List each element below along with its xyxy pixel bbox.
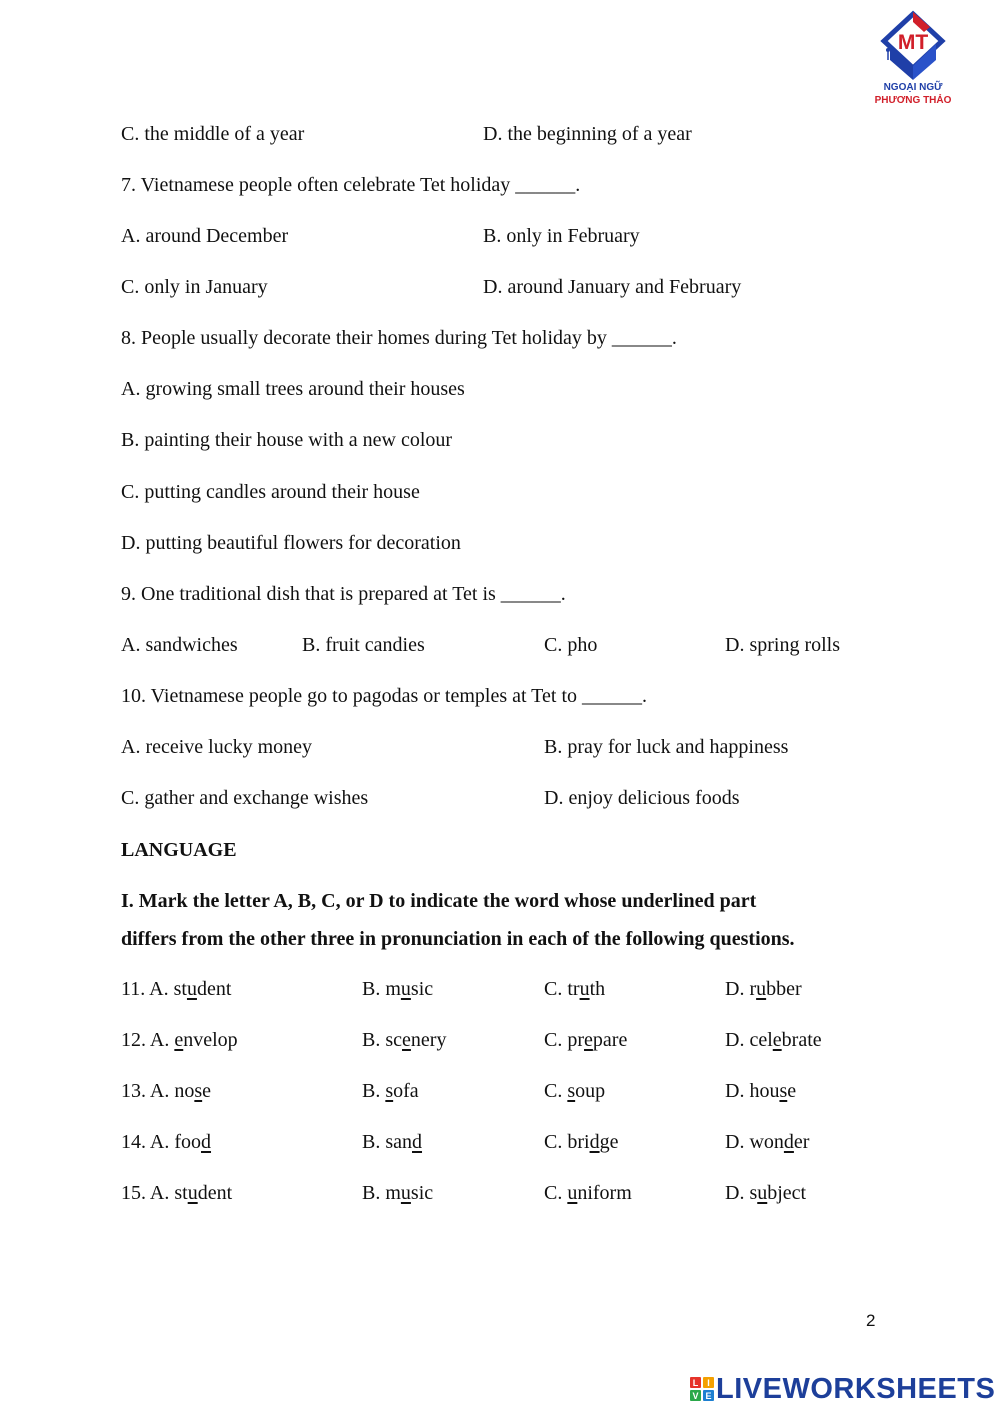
q9-option-d: D. spring rolls	[725, 634, 840, 656]
instruction-line-1: I. Mark the letter A, B, C, or D to indicate the word whose underlined part	[121, 890, 757, 912]
q14-option-a: 14. A. food	[121, 1131, 212, 1153]
q7-option-c: C. only in January	[121, 276, 268, 298]
q9-option-c: C. pho	[544, 634, 598, 656]
q10-option-b: B. pray for luck and happiness	[544, 736, 789, 758]
q12-option-a: 12. A. envelop	[121, 1029, 238, 1051]
q7-option-a: A. around December	[121, 225, 289, 247]
instruction-line-2: differs from the other three in pronunciation in each of the following questions.	[121, 928, 795, 950]
q6-option-d: D. the beginning of a year	[483, 123, 692, 145]
logo-line2: PHƯƠNG THẢO	[874, 95, 952, 106]
q6-option-c: C. the middle of a year	[121, 123, 305, 145]
logo-line1: NGOẠI NGỮ	[883, 82, 943, 93]
q14-option-b: B. sand	[362, 1131, 423, 1153]
q10-option-a: A. receive lucky money	[121, 736, 313, 758]
q11-option-c: C. truth	[544, 978, 606, 1000]
q11-option-d: D. rubber	[725, 978, 802, 1000]
q9-stem: 9. One traditional dish that is prepared at Tet is ______.	[121, 583, 566, 605]
q8-option-a: A. growing small trees around their houses	[121, 378, 465, 400]
q14-option-d: D. wonder	[725, 1131, 810, 1153]
q8-option-d: D. putting beautiful flowers for decoration	[121, 532, 461, 554]
svg-text:V: V	[692, 1391, 699, 1401]
q8-option-b: B. painting their house with a new colour	[121, 429, 453, 451]
section-heading-language: LANGUAGE	[121, 839, 237, 861]
q10-option-c: C. gather and exchange wishes	[121, 787, 369, 809]
q8-stem: 8. People usually decorate their homes during Tet holiday by ______.	[121, 327, 677, 349]
q13-option-a: 13. A. nose	[121, 1080, 212, 1102]
q12-option-b: B. scenery	[362, 1029, 447, 1051]
logo-mark-icon	[860, 8, 966, 82]
q7-stem: 7. Vietnamese people often celebrate Tet holiday ______.	[121, 174, 581, 196]
logo-monogram: MT	[897, 31, 929, 54]
page-number: 2	[866, 1311, 876, 1330]
q15-option-b: B. music	[362, 1182, 434, 1204]
brand-logo	[860, 8, 966, 112]
q9-option-b: B. fruit candies	[302, 634, 425, 656]
q15-option-c: C. uniform	[544, 1182, 632, 1204]
q13-option-c: C. soup	[544, 1080, 606, 1102]
q14-option-c: C. bridge	[544, 1131, 619, 1153]
q13-option-b: B. sofa	[362, 1080, 419, 1102]
q11-option-a: 11. A. student	[121, 978, 232, 1000]
q15-option-d: D. subject	[725, 1182, 807, 1204]
svg-text:E: E	[705, 1391, 712, 1401]
liveworksheets-footer	[690, 1372, 995, 1406]
q12-option-c: C. prepare	[544, 1029, 628, 1051]
liveworksheets-badge-icon	[690, 1377, 714, 1401]
q10-stem: 10. Vietnamese people go to pagodas or temples at Tet to ______.	[121, 685, 647, 707]
liveworksheets-wordmark: LIVEWORKSHEETS	[716, 1372, 996, 1405]
q10-option-d: D. enjoy delicious foods	[544, 787, 740, 809]
svg-text:I: I	[707, 1378, 710, 1388]
q7-option-d: D. around January and February	[483, 276, 742, 298]
svg-text:L: L	[692, 1378, 699, 1388]
q8-option-c: C. putting candles around their house	[121, 481, 420, 503]
q11-option-b: B. music	[362, 978, 434, 1000]
q9-option-a: A. sandwiches	[121, 634, 238, 656]
q12-option-d: D. celebrate	[725, 1029, 822, 1051]
q7-option-b: B. only in February	[483, 225, 640, 247]
q15-option-a: 15. A. student	[121, 1182, 233, 1204]
q13-option-d: D. house	[725, 1080, 797, 1102]
